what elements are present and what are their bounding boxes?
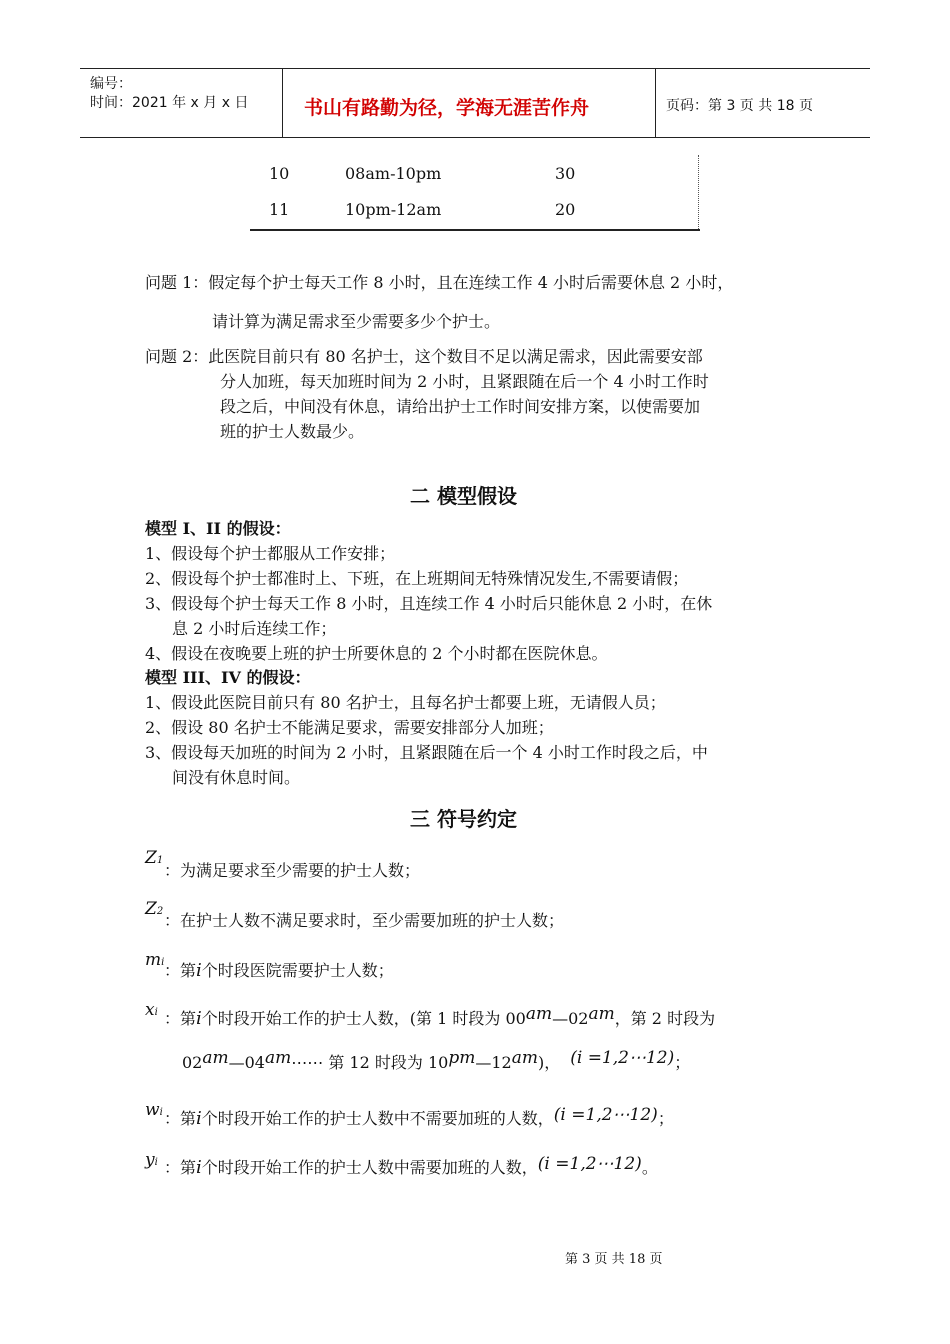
assumption-item: 1、假设每个护士都服从工作安排； (145, 544, 396, 563)
definition-text: 个时段开始工作的护士人数，(第 1 时段为 00 (201, 1009, 526, 1028)
table-cell-no: 11 (269, 200, 290, 219)
question-2-line: 分人加班，每天加班时间为 2 小时，且紧跟随在后一个 4 小时工作时 (220, 372, 709, 391)
symbol-definition (164, 1155, 658, 1181)
table-row (250, 191, 700, 227)
definition-text: 个时段开始工作的护士人数中需要加班的人数， (201, 1158, 538, 1177)
index-range: (i =1,2⋯12) (553, 1105, 658, 1125)
definition-text: 个时段医院需要护士人数； (201, 961, 394, 980)
assumption-item: 2、假设每个护士都准时上、下班，在上班期间无特殊情况发生,不需要请假； (145, 569, 689, 588)
symbol-letter: x (145, 1000, 155, 1020)
section-heading: 二 模型假设 (410, 484, 517, 508)
symbol-letter: Z (145, 899, 157, 919)
index-i: i (196, 1157, 202, 1178)
definition-text: ：第 (164, 1009, 197, 1028)
definition-text: —04 (228, 1053, 265, 1072)
demand-table (250, 155, 700, 231)
table-cell-no: 10 (269, 164, 290, 183)
pm-label: pm (448, 1048, 476, 1068)
symbol-y (145, 1150, 158, 1170)
symbol-definition-cont (182, 1050, 690, 1076)
index-i: i (196, 1008, 202, 1029)
index-i: i (196, 1108, 202, 1129)
page-header (80, 68, 870, 138)
table-cell-need: 20 (555, 200, 576, 219)
header-page-number: 页码：第 3 页 共 18 页 (666, 98, 813, 114)
symbol-definition (164, 958, 394, 983)
table-cell-time: 10pm-12am (345, 200, 442, 219)
assumption-item: 间没有休息时间。 (172, 768, 301, 787)
subsection-heading: 模型 I、II 的假设： (145, 519, 291, 538)
symbol-definition: ：在护士人数不满足要求时，至少需要加班的护士人数； (164, 911, 565, 930)
definition-text: ⋯⋯ 第 12 时段为 10 (291, 1053, 449, 1072)
question-2-line: 问题 2：此医院目前只有 80 名护士，这个数目不足以满足需求，因此需要安部 (145, 347, 703, 366)
symbol-w (145, 1100, 163, 1120)
assumption-item: 1、假设此医院目前只有 80 名护士，且每名护士都要上班，无请假人员； (145, 693, 666, 712)
symbol-letter: w (145, 1100, 160, 1120)
symbol-subscript: i (154, 1157, 158, 1168)
am-label: am (264, 1048, 292, 1068)
question-2-line: 段之后，中间没有休息，请给出护士工作时间安排方案，以使需要加 (220, 397, 701, 416)
table-cell-need: 30 (555, 164, 576, 183)
symbol-subscript: 1 (156, 855, 164, 866)
symbol-subscript: i (154, 1007, 158, 1018)
definition-text: ：第 (164, 1109, 197, 1128)
assumption-item: 3、假设每个护士每天工作 8 小时，且连续工作 4 小时后只能休息 2 小时，在休 (145, 594, 713, 613)
symbol-m (145, 950, 164, 970)
symbol-definition (164, 1006, 715, 1032)
index-range: (i =1,2⋯12) (537, 1154, 642, 1174)
assumption-item: 4、假设在夜晚要上班的护士所要休息的 2 个小时都在医院休息。 (145, 644, 608, 663)
symbol-subscript: 2 (156, 906, 164, 917)
question-2-line: 班的护士人数最少。 (220, 422, 365, 441)
definition-text: ：第 (164, 961, 197, 980)
definition-text: ； (657, 1109, 674, 1128)
symbol-x (145, 1000, 158, 1020)
assumption-item: 3、假设每天加班的时间为 2 小时，且紧跟随在后一个 4 小时工作时段之后，中 (145, 743, 708, 762)
table-row (250, 155, 700, 191)
definition-text: ； (674, 1053, 691, 1072)
question-1-line: 请计算为满足需求至少需要多少个护士。 (212, 312, 501, 331)
symbol-definition (164, 1106, 674, 1132)
definition-text: —02 (552, 1009, 589, 1028)
symbol-letter: Z (145, 848, 157, 868)
assumption-item: 息 2 小时后连续工作； (172, 619, 337, 638)
assumption-item: 2、假设 80 名护士不能满足要求，需要安排部分人加班； (145, 718, 554, 737)
definition-text: )， (537, 1053, 561, 1072)
index-i: i (196, 960, 202, 981)
am-label: am (511, 1048, 538, 1068)
doc-number-label: 编号： (90, 76, 132, 92)
table-cell-time: 08am-10pm (345, 164, 442, 183)
doc-date-label: 时间：2021 年 x 月 x 日 (90, 95, 249, 111)
definition-text: 02 (182, 1053, 203, 1072)
am-label: am (525, 1004, 553, 1024)
page-footer: 第 3 页 共 18 页 (565, 1252, 663, 1267)
am-label: am (588, 1004, 615, 1024)
question-1-line: 问题 1：假定每个护士每天工作 8 小时，且在连续工作 4 小时后需要休息 2 小时， (145, 273, 734, 292)
header-motto: 书山有路勤为径，学海无涯苦作舟 (304, 97, 590, 119)
definition-text: —12 (475, 1053, 512, 1072)
symbol-z1 (145, 848, 163, 868)
header-divider (282, 69, 283, 137)
section-heading: 三 符号约定 (410, 807, 517, 831)
am-label: am (202, 1048, 229, 1068)
definition-text: 个时段开始工作的护士人数中不需要加班的人数， (201, 1109, 554, 1128)
symbol-letter: m (145, 950, 162, 970)
subsection-heading: 模型 III、IV 的假设： (145, 668, 311, 687)
symbol-z2 (145, 899, 163, 919)
definition-text: ，第 2 时段为 (614, 1009, 716, 1028)
table-bottom-rule (250, 229, 700, 231)
symbol-subscript: i (161, 957, 165, 968)
symbol-subscript: i (159, 1107, 163, 1118)
header-divider (655, 69, 656, 137)
index-range: (i =1,2⋯12) (570, 1048, 675, 1068)
symbol-definition: ：为满足要求至少需要的护士人数； (164, 861, 421, 880)
definition-text: 。 (641, 1158, 658, 1177)
symbol-letter: y (145, 1150, 155, 1170)
definition-text: ：第 (164, 1158, 197, 1177)
